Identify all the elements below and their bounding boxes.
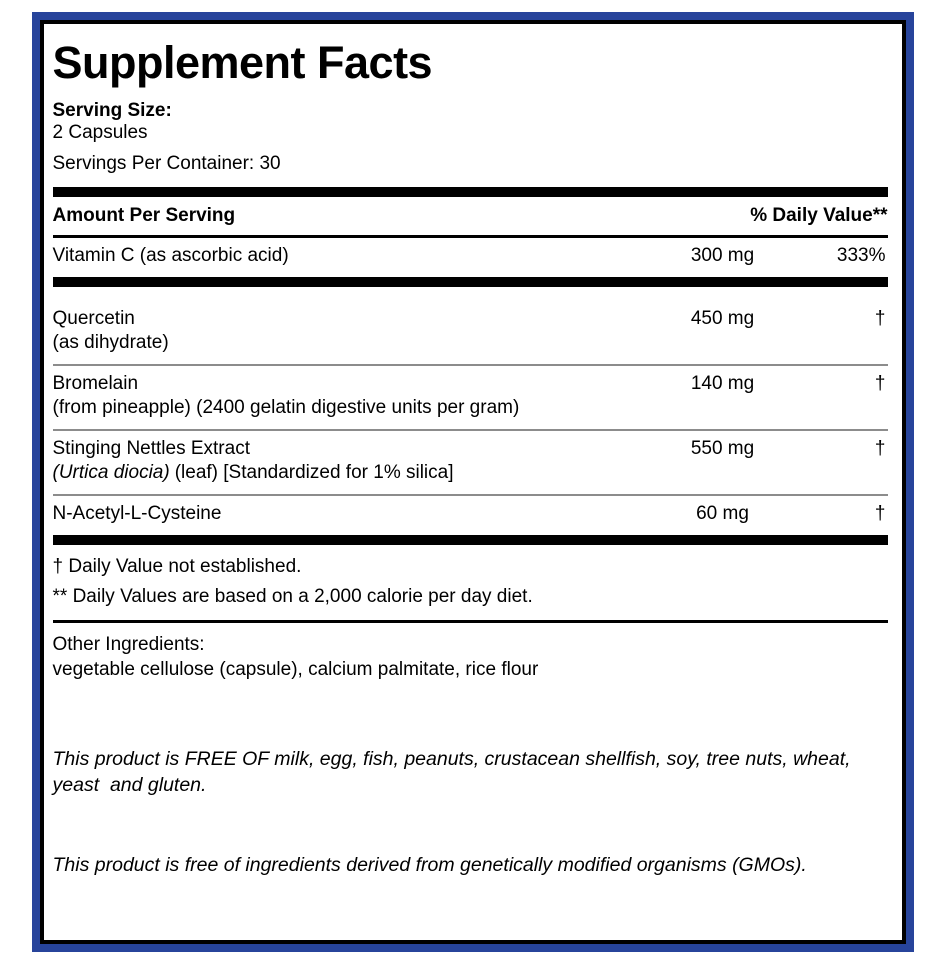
other-ingredients-label: Other Ingredients: [52,634,205,655]
ingredient-amount: 550 mg [690,438,755,459]
serving-size-value: 2 Capsules [52,122,148,143]
serving-size-label: Serving Size: [52,100,172,121]
table-row-quercetin [53,287,888,364]
ingredient-amount: 450 mg [690,308,755,329]
ingredient-detail [53,461,658,485]
divider-bar-thick [53,187,888,197]
divider-bar-thick [53,277,888,287]
supplement-facts-label [32,12,914,952]
ingredient-name: Bromelain [52,373,139,394]
ingredient-name: Stinging Nettles Extract [52,438,250,459]
ingredient-daily-value: † [874,308,886,329]
disclaimers [53,694,888,930]
gmo-disclaimer: This product is free of ingredients derived from genetically modified organisms (GMOs). [52,854,807,876]
daily-value-header: % Daily Value** [750,205,888,226]
ingredient-amount: 60 mg [696,503,749,524]
table-row-bromelain [53,364,888,429]
ingredient-detail: (from pineapple) (2400 gelatin digestive units per gram) [52,397,520,418]
other-ingredients [53,632,888,682]
ingredient-name-cell [53,437,658,485]
label-title: Supplement Facts [52,37,433,88]
table-row-stinging-nettles [53,429,888,494]
ingredient-rows [53,287,888,535]
table-header-row [53,197,888,235]
ingredient-amount: 140 mg [690,373,755,394]
ingredient-daily-value: † [874,503,886,524]
footnote-daily-value: † Daily Value not established. [52,556,302,577]
ingredient-name: Vitamin C (as ascorbic acid) [52,245,289,266]
ingredient-daily-value: † [874,438,886,459]
other-ingredients-value: vegetable cellulose (capsule), calcium palmitate, rice flour [52,659,539,680]
allergen-disclaimer: This product is FREE OF milk, egg, fish, peanuts, crustacean shellfish, soy, tree nuts, wheat, yeast and gluten. [52,748,856,796]
ingredient-amount: 300 mg [690,245,755,266]
footnote-calorie-diet: ** Daily Values are based on a 2,000 calorie per day diet. [52,586,533,607]
ingredient-detail-rest: (leaf) [Standardized for 1% silica] [174,462,454,483]
table-row-vitamin-c [53,238,888,277]
ingredient-detail: (as dihydrate) [52,332,169,353]
botanical-name: (Urtica diocia) [52,462,170,483]
servings-per-container: Servings Per Container: 30 [52,153,281,174]
ingredient-daily-value: † [874,373,886,394]
ingredient-name-cell [53,307,658,355]
divider-bar-thick [53,535,888,545]
serving-info [53,100,888,175]
label-inner-panel [40,20,906,944]
divider-rule [53,620,888,623]
ingredient-name: N-Acetyl-L-Cysteine [52,503,222,524]
amount-per-serving-header: Amount Per Serving [52,205,236,226]
ingredient-name-cell [53,372,658,420]
ingredient-name: Quercetin [52,308,135,329]
footnotes [53,545,888,620]
table-row-nac [53,494,888,535]
ingredient-daily-value: 333% [836,245,886,266]
